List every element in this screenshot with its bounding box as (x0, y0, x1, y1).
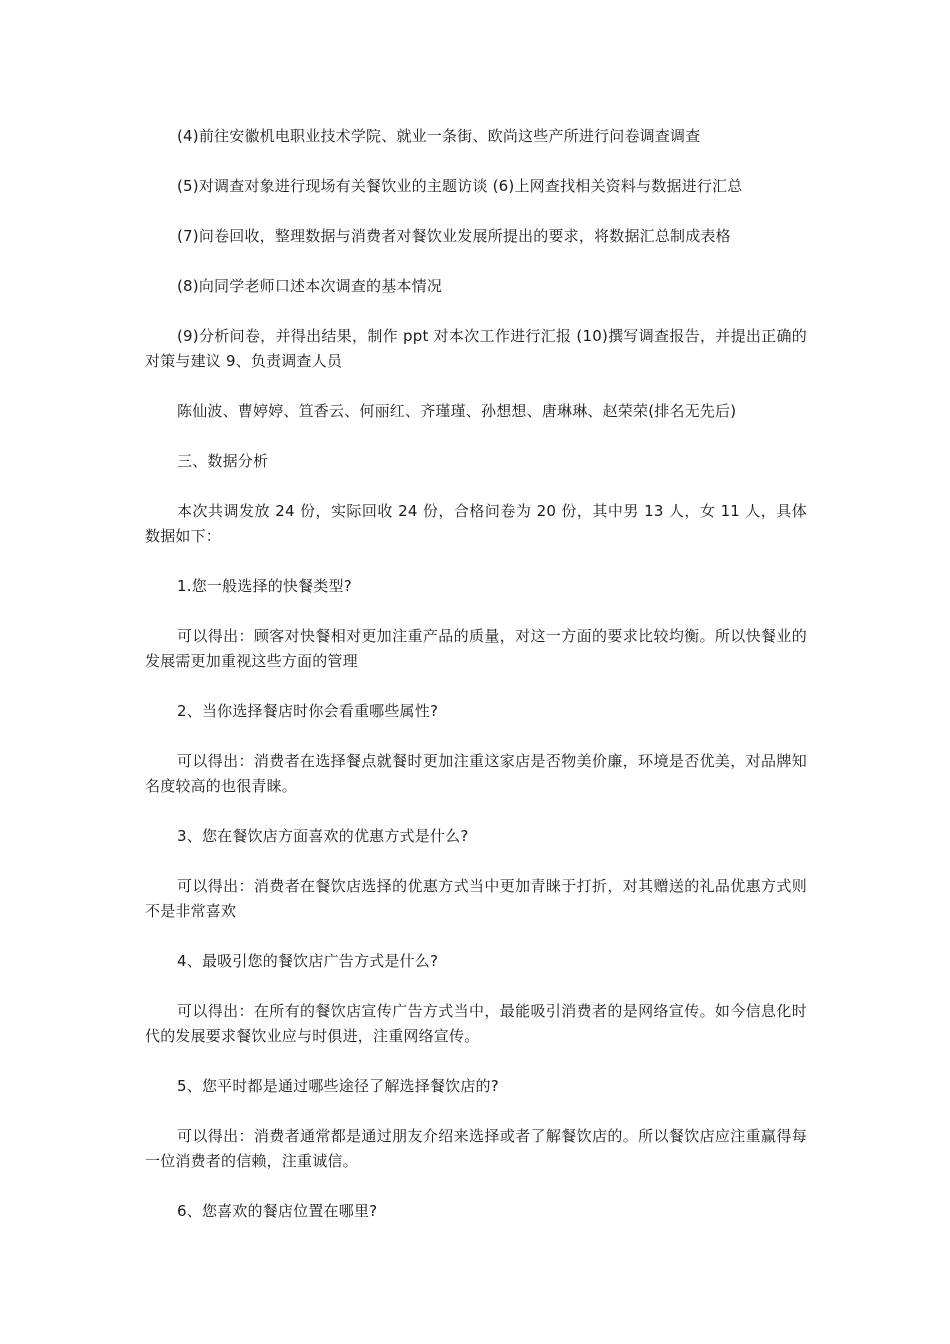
answer-5: 可以得出：消费者通常都是通过朋友介绍来选择或者了解餐饮店的。所以餐饮店应注重赢得每一位消费者的信赖，注重诚信。 (145, 1127, 807, 1170)
answer-4: 可以得出：在所有的餐饮店宣传广告方式当中，最能吸引消费者的是网络宣传。如今信息化时代的发展要求餐饮业应与时俱进，注重网络宣传。 (145, 1002, 807, 1045)
question-5: 5、您平时都是通过哪些途径了解选择餐饮店的? (177, 1077, 499, 1095)
answer-1: 可以得出：顾客对快餐相对更加注重产品的质量，对这一方面的要求比较均衡。所以快餐业的发展需更加重视这些方面的管理 (145, 627, 807, 670)
paragraph-survey-summary: 本次共调发放 24 份，实际回收 24 份，合格问卷为 20 份，其中男 13 人，女 11 人，具体数据如下： (145, 502, 807, 545)
answer-2: 可以得出：消费者在选择餐点就餐时更加注重这家店是否物美价廉，环境是否优美，对品牌知名度较高的也很青睐。 (145, 752, 807, 795)
paragraph-step-7: (7)问卷回收，整理数据与消费者对餐饮业发展所提出的要求，将数据汇总制成表格 (177, 227, 731, 245)
answer-3: 可以得出：消费者在餐饮店选择的优惠方式当中更加青睐于打折，对其赠送的礼品优惠方式则不是非常喜欢 (145, 877, 807, 920)
question-6: 6、您喜欢的餐店位置在哪里? (177, 1202, 378, 1220)
question-3: 3、您在餐饮店方面喜欢的优惠方式是什么? (177, 827, 469, 845)
paragraph-step-4: (4)前往安徽机电职业技术学院、就业一条街、欧尚这些产所进行问卷调查调查 (177, 127, 701, 145)
paragraph-step-9-10: (9)分析问卷，并得出结果，制作 ppt 对本次工作进行汇报 (10)撰写调查报告，并提出正确的对策与建议 9、负责调查人员 (145, 327, 807, 370)
question-1: 1.您一般选择的快餐类型? (177, 577, 352, 595)
paragraph-step-8: (8)向同学老师口述本次调查的基本情况 (177, 277, 443, 295)
question-4: 4、最吸引您的餐饮店广告方式是什么? (177, 952, 439, 970)
paragraph-step-5-6: (5)对调查对象进行现场有关餐饮业的主题访谈 (6)上网查找相关资料与数据进行汇总 (177, 177, 743, 195)
paragraph-survey-staff: 陈仙波、曹婷婷、笪香云、何丽红、齐瑾瑾、孙想想、唐琳琳、赵荣荣(排名无先后) (177, 402, 737, 420)
document-body (145, 124, 807, 1249)
section-heading-data-analysis: 三、数据分析 (177, 452, 269, 470)
question-2: 2、当你选择餐店时你会看重哪些属性? (177, 702, 439, 720)
